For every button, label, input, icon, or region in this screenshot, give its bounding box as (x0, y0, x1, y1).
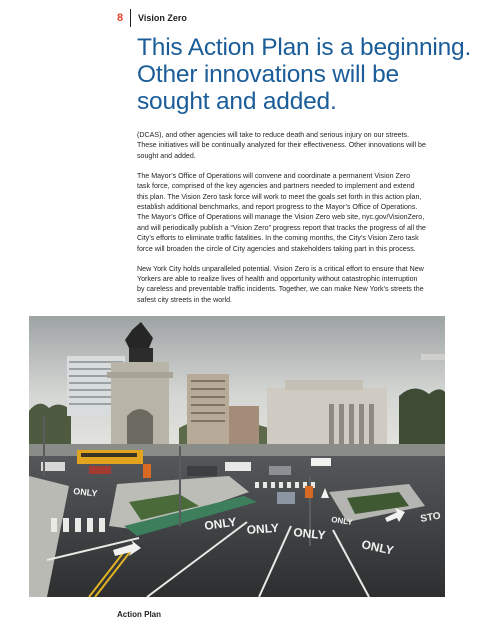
text-line: The Mayor’s Office of Operations will convene and coordinate a permanent Vision Zero (137, 171, 411, 180)
text-line: this plan. The Vision Zero task force will work to meet the goals set forth in this action plan, (137, 192, 422, 201)
header-divider (130, 9, 131, 27)
text-line: (DCAS), and other agencies will take to reduce death and serious injury on our streets. (137, 131, 410, 139)
body-text (137, 130, 449, 315)
text-line: New York City holds unparalleled potential. Vision Zero is a critical effort to ensure that New (137, 264, 424, 273)
road-marking-text: ONLY (203, 514, 238, 533)
headline-line: This Action Plan is a beginning. (137, 34, 472, 61)
road-marking-text: ONLY (292, 525, 327, 543)
road-marking-text: ONLY (72, 486, 98, 499)
section-label: Vision Zero (138, 13, 187, 23)
text-line: safest city streets in the world. (137, 295, 233, 304)
footer-label: Action Plan (117, 610, 162, 619)
road-marking-text: ONLY (246, 520, 280, 537)
road-marking-text: STO (419, 510, 442, 525)
text-line: The Mayor’s Office of Operations will manage the Vision Zero web site, nyc.gov/VisionZero, (137, 213, 425, 222)
text-line: force will broaden the circle of City agencies and stakeholders taking part in this process. (137, 244, 416, 253)
text-line: These initiatives will be continually analyzed for their effectiveness. Other innovations will be (137, 141, 426, 150)
text-line: task force, comprised of the key agencies and partners needed to implement and extend (137, 182, 415, 191)
text-line: establish additional benchmarks, and report progress to the Mayor’s Office of Operations. (137, 203, 418, 212)
paragraph (137, 264, 449, 306)
paragraph (137, 171, 449, 254)
paragraph (137, 130, 449, 161)
text-line: sought and added. (137, 151, 196, 160)
road-marking-text: ONLY (360, 537, 395, 558)
text-line: by careless and preventable traffic incidents. Together, we can make New York’s streets the (137, 285, 424, 294)
headline-line: sought and added. (137, 88, 337, 115)
text-line: and will periodically publish a “Vision Zero” progress report that tracks the progress of all the (137, 223, 426, 232)
page-number: 8 (117, 12, 124, 24)
text-line: Yorkers are able to realize lives of health and opportunity without catastrophic interruption (137, 275, 418, 284)
street-intersection-photo (29, 316, 445, 597)
text-line: City’s efforts to eliminate traffic fatalities. In the coming months, the City’s Vision Zero task (137, 234, 419, 243)
headline-line: Other innovations will be (137, 61, 399, 88)
road-marking-text: ONLY (330, 515, 354, 527)
headline (137, 34, 472, 115)
